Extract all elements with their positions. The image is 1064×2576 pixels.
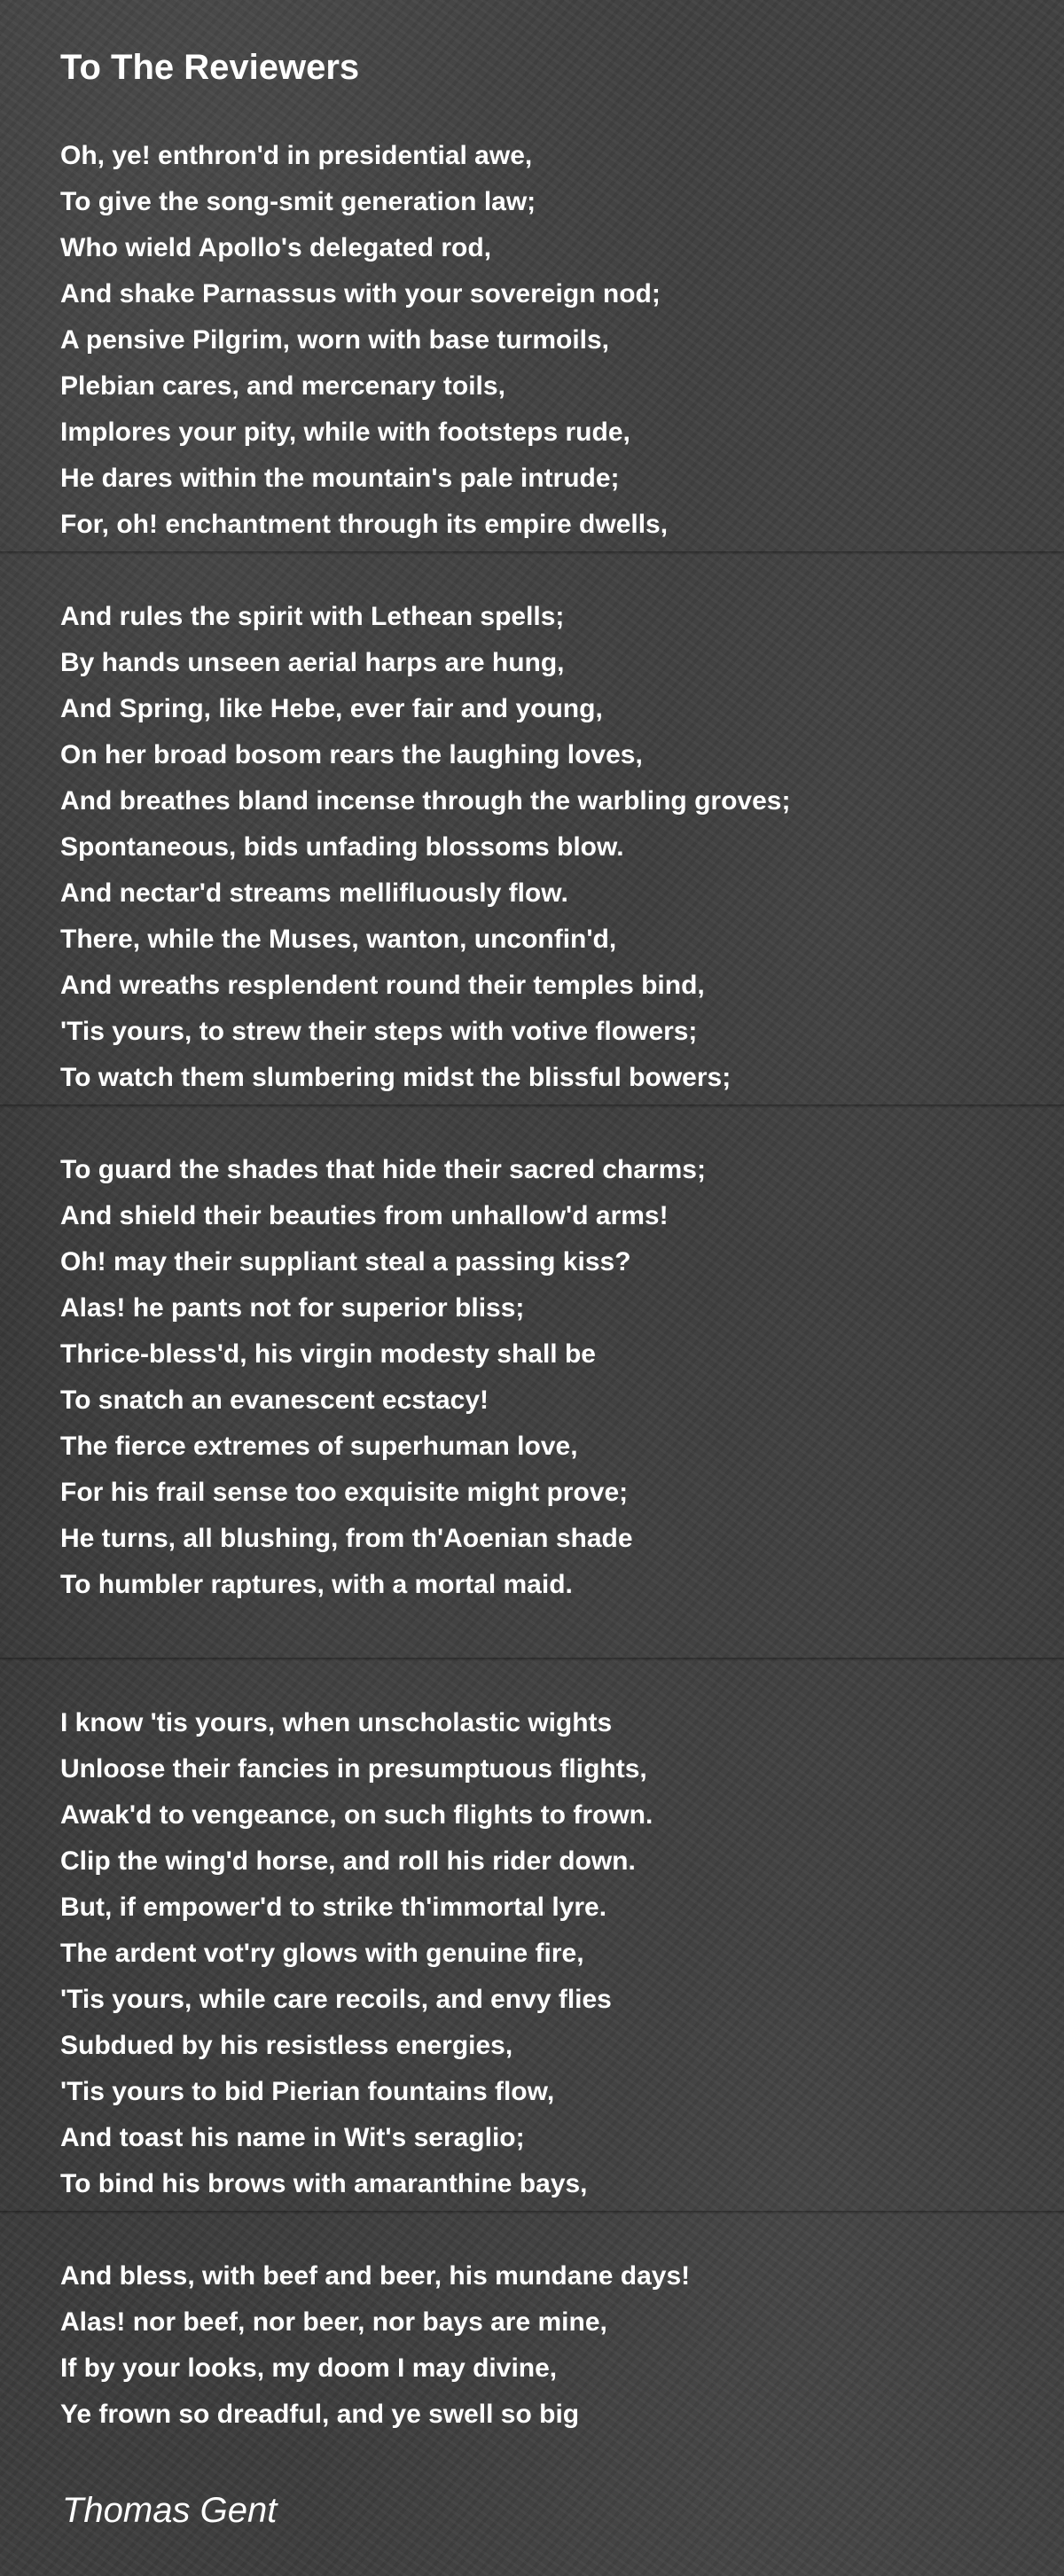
poem-title: To The Reviewers — [60, 48, 360, 87]
poem-line: He dares within the mountain's pale intrude; — [60, 464, 620, 493]
poem-line: And wreaths resplendent round their temples bind, — [60, 971, 705, 1000]
poem-line: To watch them slumbering midst the blissful bowers; — [60, 1063, 732, 1092]
poem-line: Spontaneous, bids unfading blossoms blow. — [60, 832, 624, 862]
stanza-5 — [60, 2253, 690, 2438]
poem-line: Implores your pity, while with footsteps rude, — [60, 418, 630, 447]
poem-line: And shake Parnassus with your sovereign nod; — [60, 279, 661, 308]
poem-line: Alas! nor beef, nor beer, nor bays are mine, — [60, 2307, 607, 2337]
poem-line: Subdued by his resistless energies, — [60, 2031, 513, 2060]
poem-line: But, if empower'd to strike th'immortal lyre. — [60, 1893, 607, 1922]
poem-line: For his frail sense too exquisite might prove; — [60, 1478, 629, 1507]
stanza-3 — [60, 1147, 706, 1608]
poem-line: There, while the Muses, wanton, unconfin'd, — [60, 925, 617, 954]
poem-line: A pensive Pilgrim, worn with base turmoils, — [60, 325, 610, 355]
stanza-4 — [60, 1700, 653, 2207]
poem-line: And Spring, like Hebe, ever fair and young, — [60, 694, 603, 723]
poem-line: And breathes bland incense through the warbling groves; — [60, 786, 791, 816]
poem-line: And nectar'd streams mellifluously flow. — [60, 878, 568, 908]
poem-line: Ye frown so dreadful, and ye swell so big — [60, 2400, 580, 2429]
poem-line: And bless, with beef and beer, his mundane days! — [60, 2261, 691, 2291]
poem-line: Alas! he pants not for superior bliss; — [60, 1293, 525, 1323]
poem-line: And shield their beauties from unhallow'd arms! — [60, 1201, 669, 1230]
poem-line: Thrice-bless'd, his virgin modesty shall be — [60, 1339, 596, 1369]
poem-line: Oh, ye! enthron'd in presidential awe, — [60, 141, 533, 170]
poem-line: To give the song-smit generation law; — [60, 187, 536, 216]
section-divider — [0, 1658, 1064, 1661]
stanza-1 — [60, 133, 668, 548]
poem-line: To snatch an evanescent ecstacy! — [60, 1386, 489, 1415]
poem-line: I know 'tis yours, when unscholastic wights — [60, 1708, 613, 1737]
poem-line: Oh! may their suppliant steal a passing kiss? — [60, 1247, 631, 1276]
poem-line: 'Tis yours, to strew their steps with votive flowers; — [60, 1017, 698, 1046]
section-divider — [0, 551, 1064, 555]
poem-line: He turns, all blushing, from th'Aoenian shade — [60, 1524, 633, 1553]
poem-author: Thomas Gent — [62, 2491, 278, 2530]
poem-line: The fierce extremes of superhuman love, — [60, 1432, 578, 1461]
poem-line: If by your looks, my doom I may divine, — [60, 2354, 558, 2383]
poem-line: Who wield Apollo's delegated rod, — [60, 233, 492, 262]
poem-line: And toast his name in Wit's seraglio; — [60, 2123, 525, 2152]
poem-line: 'Tis yours to bid Pierian fountains flow, — [60, 2077, 555, 2106]
poem-line: Unloose their fancies in presumptuous flights, — [60, 1754, 647, 1784]
poem-line: To humbler raptures, with a mortal maid. — [60, 1570, 573, 1599]
poem-line: By hands unseen aerial harps are hung, — [60, 648, 565, 677]
poem-line: On her broad bosom rears the laughing loves, — [60, 740, 643, 769]
poem-line: The ardent vot'ry glows with genuine fire, — [60, 1939, 584, 1968]
section-divider — [0, 1105, 1064, 1108]
poem-line: 'Tis yours, while care recoils, and envy flies — [60, 1985, 612, 2014]
poem-line: Clip the wing'd horse, and roll his rider down. — [60, 1846, 636, 1876]
section-divider — [0, 2211, 1064, 2214]
stanza-2 — [60, 594, 790, 1101]
poem-line: Awak'd to vengeance, on such flights to frown. — [60, 1800, 653, 1830]
poem-line: For, oh! enchantment through its empire dwells, — [60, 510, 669, 539]
poem-line: To bind his brows with amaranthine bays, — [60, 2169, 588, 2198]
poem-line: Plebian cares, and mercenary toils, — [60, 371, 505, 401]
poem-line: And rules the spirit with Lethean spells; — [60, 602, 565, 631]
poem-line: To guard the shades that hide their sacred charms; — [60, 1155, 706, 1184]
